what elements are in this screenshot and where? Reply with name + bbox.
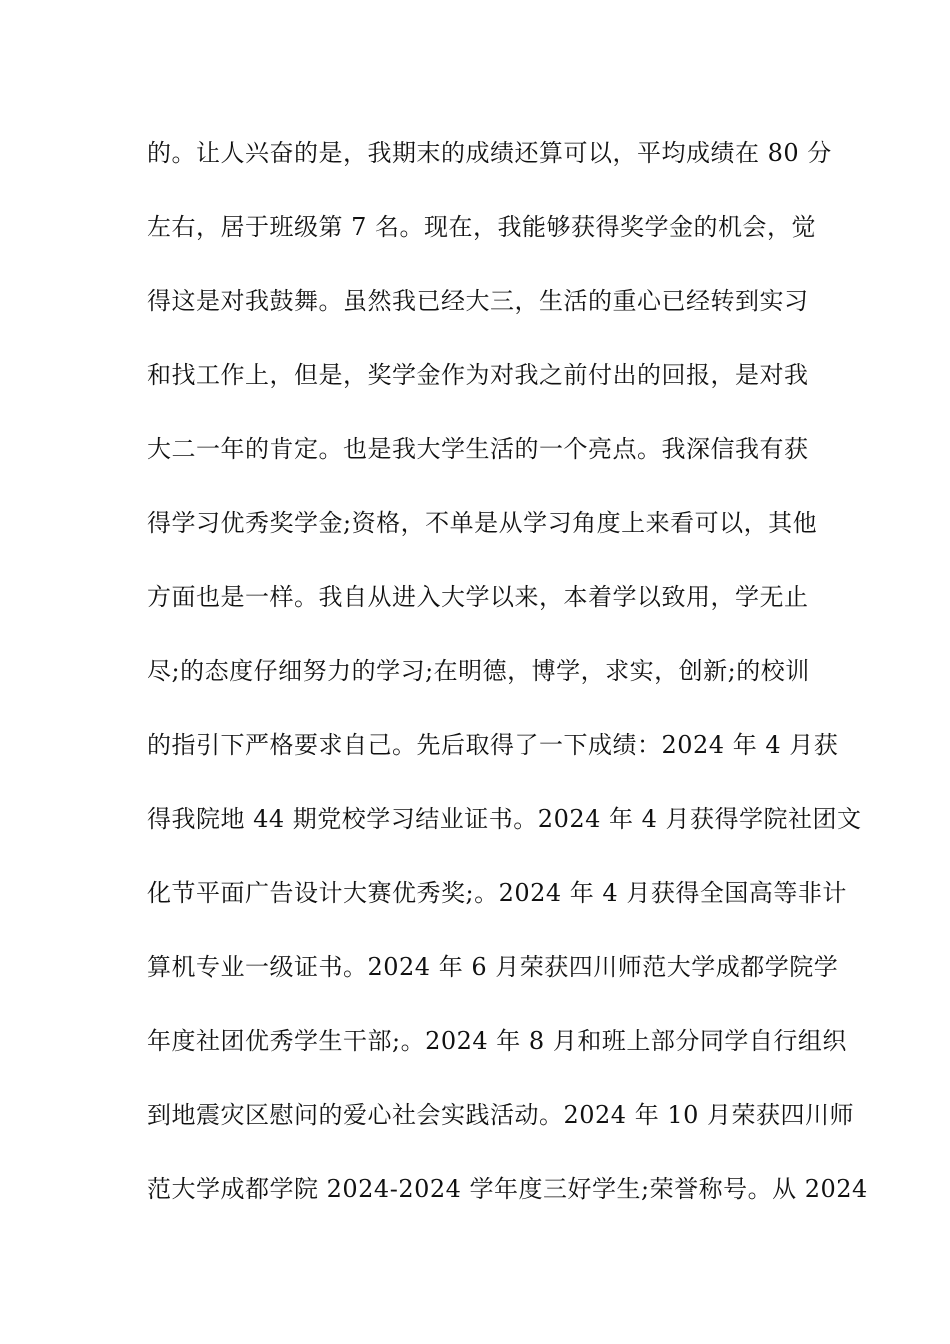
text-line-6: 得学习优秀奖学金;资格，不单是从学习角度上来看可以，其他 [147,509,818,537]
text-line-2: 左右，居于班级第 7 名。现在，我能够获得奖学金的机会，觉 [147,213,817,241]
text-line-11: 化节平面广告设计大赛优秀奖;。2024 年 4 月获得全国高等非计 [147,879,847,907]
text-line-7: 方面也是一样。我自从进入大学以来，本着学以致用，学无止 [147,583,809,611]
text-line-9: 的指引下严格要求自己。先后取得了一下成绩：2024 年 4 月获 [147,731,839,759]
text-line-1: 的。让人兴奋的是，我期末的成绩还算可以，平均成绩在 80 分 [147,139,832,167]
text-line-5: 大二一年的肯定。也是我大学生活的一个亮点。我深信我有获 [147,435,809,463]
text-line-14: 到地震灾区慰问的爱心社会实践活动。2024 年 10 月荣获四川师 [147,1101,855,1129]
text-line-3: 得这是对我鼓舞。虽然我已经大三，生活的重心已经转到实习 [147,287,809,315]
text-line-8: 尽;的态度仔细努力的学习;在明德，博学，求实，创新;的校训 [147,657,810,685]
text-line-13: 年度社团优秀学生干部;。2024 年 8 月和班上部分同学自行组织 [147,1027,847,1055]
text-line-12: 算机专业一级证书。2024 年 6 月荣获四川师范大学成都学院学 [147,953,839,981]
text-line-4: 和找工作上，但是，奖学金作为对我之前付出的回报，是对我 [147,361,809,389]
body-text [147,130,868,1240]
text-line-15: 范大学成都学院 2024-2024 学年度三好学生;荣誉称号。从 2024 [147,1175,868,1203]
text-line-10: 得我院地 44 期党校学习结业证书。2024 年 4 月获得学院社团文 [147,805,862,833]
